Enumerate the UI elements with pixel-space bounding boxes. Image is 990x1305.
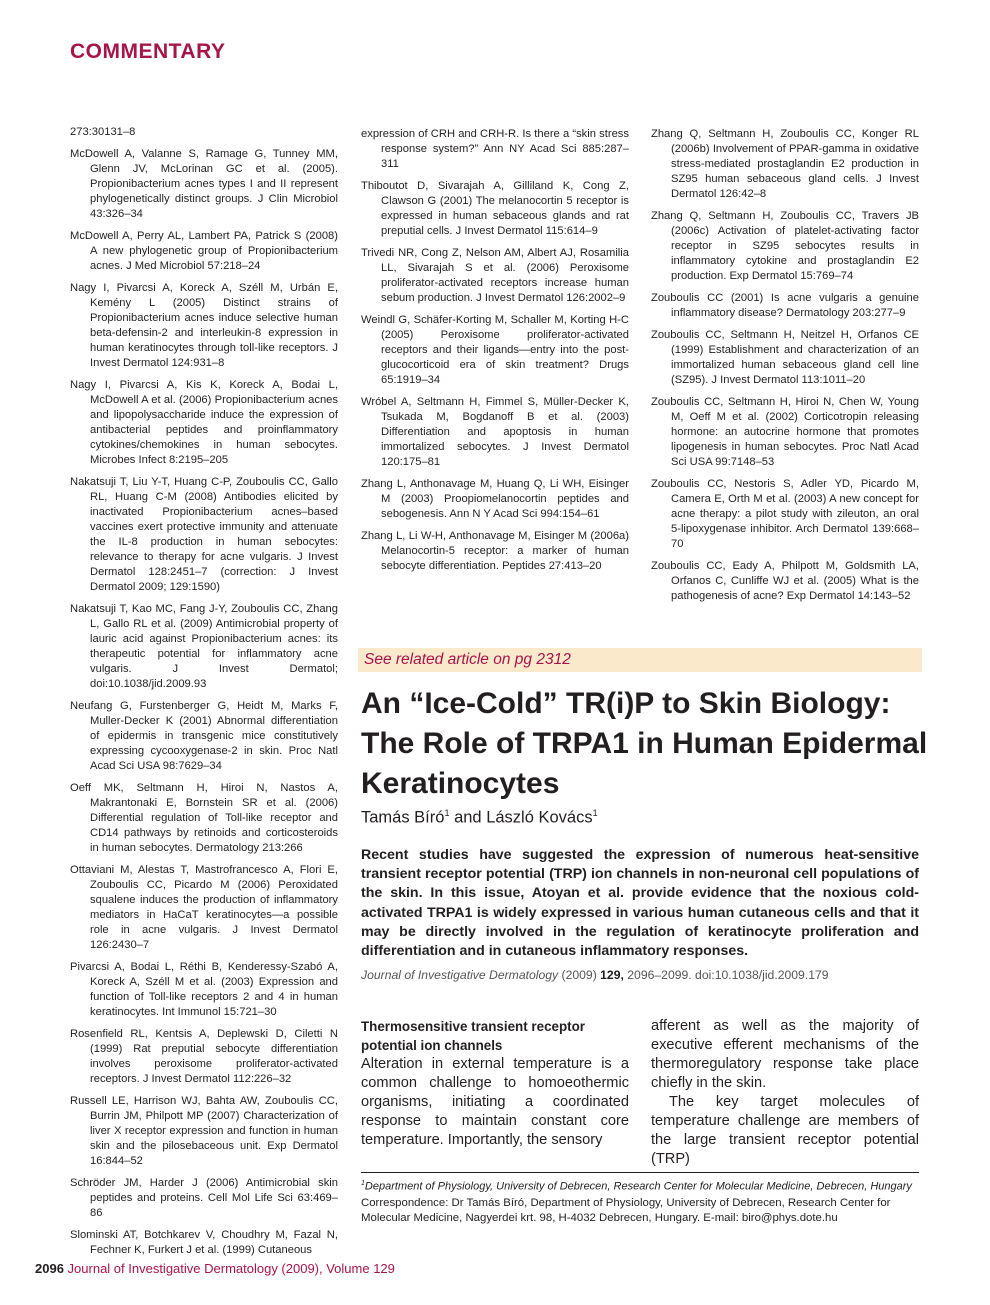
reference: Zouboulis CC, Seltmann H, Neitzel H, Orfanos CE (1999) Establishment and characterization of an immortalized human sebaceous gland cell line (SZ95). J Invest Dermatol 113:1011–20 — [651, 329, 919, 386]
references-column-1 — [70, 125, 338, 1265]
footnote-divider — [361, 1172, 919, 1173]
affiliation-mark: 1 — [361, 1180, 365, 1187]
section-header: COMMENTARY — [70, 40, 226, 63]
authors — [361, 808, 598, 828]
reference: Nagy I, Pivarcsi A, Koreck A, Széll M, Urbán E, Kemény L (2005) Distinct strains of Propionibacterium acnes induce selective human beta-defensin-2 and interleukin-8 expression in human keratinocytes through toll-like receptors. J Invest Dermatol 124:931–8 — [70, 282, 338, 369]
reference: 273:30131–8 — [70, 126, 136, 138]
reference: Zouboulis CC (2001) Is acne vulgaris a genuine inflammatory disease? Dermatology 203:277–9 — [651, 292, 919, 319]
author-affiliation-mark: 1 — [592, 808, 598, 818]
reference: Zhang Q, Seltmann H, Zouboulis CC, Travers JB (2006c) Activation of platelet-activating factor receptor in SZ95 sebocytes results in inflammatory cytokine and prostaglandin E2 production. Exp Dermatol 15:769–74 — [651, 210, 919, 282]
reference: Neufang G, Furstenberger G, Heidt M, Marks F, Muller-Decker K (2001) Abnormal differentiation of epidermis in transgenic mice constitutively expressing cycooxygenase-2 in skin. Proc Natl Acad Sci USA 98:7629–34 — [70, 700, 338, 772]
reference: Nakatsuji T, Kao MC, Fang J-Y, Zouboulis CC, Zhang L, Gallo RL et al. (2009) Antimicrobial property of lauric acid against Propionibacterium acnes: its therapeutic potential for inflammatory acne vulgaris. J Invest Dermatol; doi:10.1038/jid.2009.93 — [70, 603, 338, 690]
author-name: László Kovács — [486, 808, 593, 827]
reference: Nakatsuji T, Liu Y-T, Huang C-P, Zouboulis CC, Gallo RL, Huang C-M (2008) Antibodies elicited by inactivated Propionibacterium acnes–based vaccines exert protective immunity and attenuate the IL-8 production in human sebocytes: relevance to therapy for acne vulgaris. J Invest Dermatol 128:2451–7 (correction: J Invest Dermatol 2009; 129:1590) — [70, 476, 338, 593]
affiliation-text: Department of Physiology, University of Debrecen, Research Center for Molecular Medicine, Debrecen, Hungary — [364, 1180, 912, 1193]
reference: Zhang Q, Seltmann H, Zouboulis CC, Konger RL (2006b) Involvement of PPAR-gamma in oxidative stress-mediated prostaglandin E2 production in SZ95 human sebaceous gland cells. J Invest Dermatol 126:42–8 — [651, 128, 919, 200]
reference: Trivedi NR, Cong Z, Nelson AM, Albert AJ, Rosamilia LL, Sivarajah S et al. (2006) Peroxisome proliferator-activated receptors increase human sebum production. J Invest Dermatol 126:2002–9 — [361, 247, 629, 304]
body-column-2 — [651, 1017, 919, 1169]
abstract: Recent studies have suggested the expression of numerous heat-sensitive transient receptor potential (TRP) ion channels in non-neuronal cell populations of the skin. In this issue, Atoyan et al. provide evidence that the noxious cold-activated TRPA1 is widely expressed in various human cutaneous cells and that it may be directly involved in the regulation of keratinocyte proliferation and differentiation and in cutaneous inflammatory responses. — [361, 847, 919, 960]
reference: expression of CRH and CRH-R. Is there a “skin stress response system?” Ann NY Acad Sci 885:287–311 — [361, 128, 629, 170]
reference: Zhang L, Li W-H, Anthonavage M, Eisinger M (2006a) Melanocortin-5 receptor: a marker of human sebocyte differentiation. Peptides 27:413–20 — [361, 530, 629, 572]
reference: Rosenfield RL, Kentsis A, Deplewski D, Ciletti N (1999) Rat preputial sebocyte differentiation involves peroxisome proliferator-activated receptors. J Invest Dermatol 112:226–32 — [70, 1028, 338, 1085]
author-affiliation-mark: 1 — [444, 808, 450, 818]
reference: McDowell A, Perry AL, Lambert PA, Patrick S (2008) A new phylogenetic group of Propionibacterium acnes. J Med Microbiol 57:218–24 — [70, 230, 338, 272]
citation-year: (2009) — [561, 968, 597, 982]
body-column-1 — [361, 1017, 629, 1150]
reference: Nagy I, Pivarcsi A, Kis K, Koreck A, Bodai L, McDowell A et al. (2006) Propionibacterium acnes and lipopolysaccharide induce the expression of antibacterial peptides and proinflammatory cytokines/chemokines in human sebocytes. Microbes Infect 8:2195–205 — [70, 379, 338, 466]
section-subheading: Thermosensitive transient receptor potential ion channels — [361, 1019, 585, 1053]
page-number: 2096 — [35, 1261, 64, 1276]
body-paragraph: afferent as well as the majority of executive efferent mechanisms of the thermoregulatory response take place chiefly in the skin. — [651, 1018, 919, 1091]
citation-journal: Journal of Investigative Dermatology — [361, 968, 559, 982]
reference: Zouboulis CC, Nestoris S, Adler YD, Picardo M, Camera E, Orth M et al. (2003) A new concept for acne therapy: a pilot study with zileuton, an oral 5-lipoxygenase inhibitor. Arch Dermatol 139:668–70 — [651, 478, 919, 550]
reference: McDowell A, Valanne S, Ramage G, Tunney MM, Glenn JV, McLorinan GC et al. (2005). Propionibacterium acnes types I and II represent phylogenetically distinct groups. J Clin Microbiol 43:326–34 — [70, 148, 338, 220]
correspondence: Correspondence: Dr Tamás Bíró, Department of Physiology, University of Debrecen, Research Center for Molecular Medicine, Nagyerdei krt. 98, H-4032 Debrecen, Hungary. E-mail: biro@phys.dote.hu — [361, 1197, 891, 1224]
authors-conjunction: and — [454, 808, 482, 827]
footer-journal: Journal of Investigative Dermatology (2009), Volume 129 — [67, 1261, 395, 1276]
reference: Ottaviani M, Alestas T, Mastrofrancesco A, Flori E, Zouboulis CC, Picardo M (2006) Peroxidated squalene induces the production of inflammatory mediators in HaCaT keratinocytes—a possible role in acne vulgaris. J Invest Dermatol 126:2430–7 — [70, 864, 338, 951]
affiliation-footnote — [361, 1177, 919, 1194]
author-name: Tamás Bíró — [361, 808, 445, 827]
body-paragraph: Alteration in external temperature is a common challenge to homoeothermic organisms, initiating a coordinated response to maintain constant core temperature. Importantly, the sensory — [361, 1056, 629, 1148]
reference: Zhang L, Anthonavage M, Huang Q, Li WH, Eisinger M (2003) Proopiomelanocortin peptides and sebogenesis. Ann N Y Acad Sci 994:154–61 — [361, 478, 629, 520]
reference: Russell LE, Harrison WJ, Bahta AW, Zouboulis CC, Burrin JM, Philpott MP (2007) Characterization of liver X receptor expression and function in human skin and the pilosebaceous unit. Exp Dermatol 16:844–52 — [70, 1095, 338, 1167]
reference: Wróbel A, Seltmann H, Fimmel S, Müller-Decker K, Tsukada M, Bogdanoff B et al. (2003) Differentiation and apoptosis in human immortalized sebocytes. J Invest Dermatol 120:175–81 — [361, 396, 629, 468]
reference: Weindl G, Schäfer-Korting M, Schaller M, Korting H-C (2005) Peroxisome proliferator-activated receptors and their ligands—entry into the post-glucocorticoid era of skin treatment? Drugs 65:1919–34 — [361, 314, 629, 386]
reference: Pivarcsi A, Bodai L, Réthi B, Kenderessy-Szabó A, Koreck A, Széll M et al. (2003) Expression and function of Toll-like receptors 2 and 4 in human keratinocytes. Int Immunol 15:721–30 — [70, 961, 338, 1018]
related-article-link[interactable]: See related article on pg 2312 — [358, 648, 922, 672]
reference: Thiboutot D, Sivarajah A, Gilliland K, Cong Z, Clawson G (2001) The melanocortin 5 receptor is expressed in human sebaceous glands and rat preputial cells. J Invest Dermatol 115:614–9 — [361, 180, 629, 237]
citation — [361, 968, 919, 982]
citation-volume: 129, — [600, 968, 624, 982]
page-footer — [35, 1261, 395, 1276]
citation-pages-doi: 2096–2099. doi:10.1038/jid.2009.179 — [627, 968, 829, 982]
article-title: An “Ice-Cold” TR(i)P to Skin Biology: The Role of TRPA1 in Human Epidermal Keratinocytes — [361, 687, 928, 800]
reference: Zouboulis CC, Eady A, Philpott M, Goldsmith LA, Orfanos C, Cunliffe WJ et al. (2005) What is the pathogenesis of acne? Exp Dermatol 14:143–52 — [651, 560, 919, 602]
reference: Oeff MK, Seltmann H, Hiroi N, Nastos A, Makrantonaki E, Bornstein SR et al. (2006) Differential regulation of Toll-like receptor and CD14 pathways by retinoids and corticosteroids in human sebocytes. Dermatology 213:266 — [70, 782, 338, 854]
references-column-2 — [361, 127, 629, 581]
reference: Schröder JM, Harder J (2006) Antimicrobial skin peptides and proteins. Cell Mol Life Sci 63:469–86 — [70, 1177, 338, 1219]
reference: Zouboulis CC, Seltmann H, Hiroi N, Chen W, Young M, Oeff M et al. (2002) Corticotropin releasing hormone: an autocrine hormone that promotes lipogenesis in human sebocytes. Proc Natl Acad Sci USA 99:7148–53 — [651, 396, 919, 468]
reference: Slominski AT, Botchkarev V, Choudhry M, Fazal N, Fechner K, Furkert J et al. (1999) Cutaneous — [70, 1229, 338, 1256]
body-paragraph: The key target molecules of temperature challenge are members of the large transient receptor potential (TRP) — [651, 1094, 919, 1167]
references-column-3 — [651, 127, 919, 611]
